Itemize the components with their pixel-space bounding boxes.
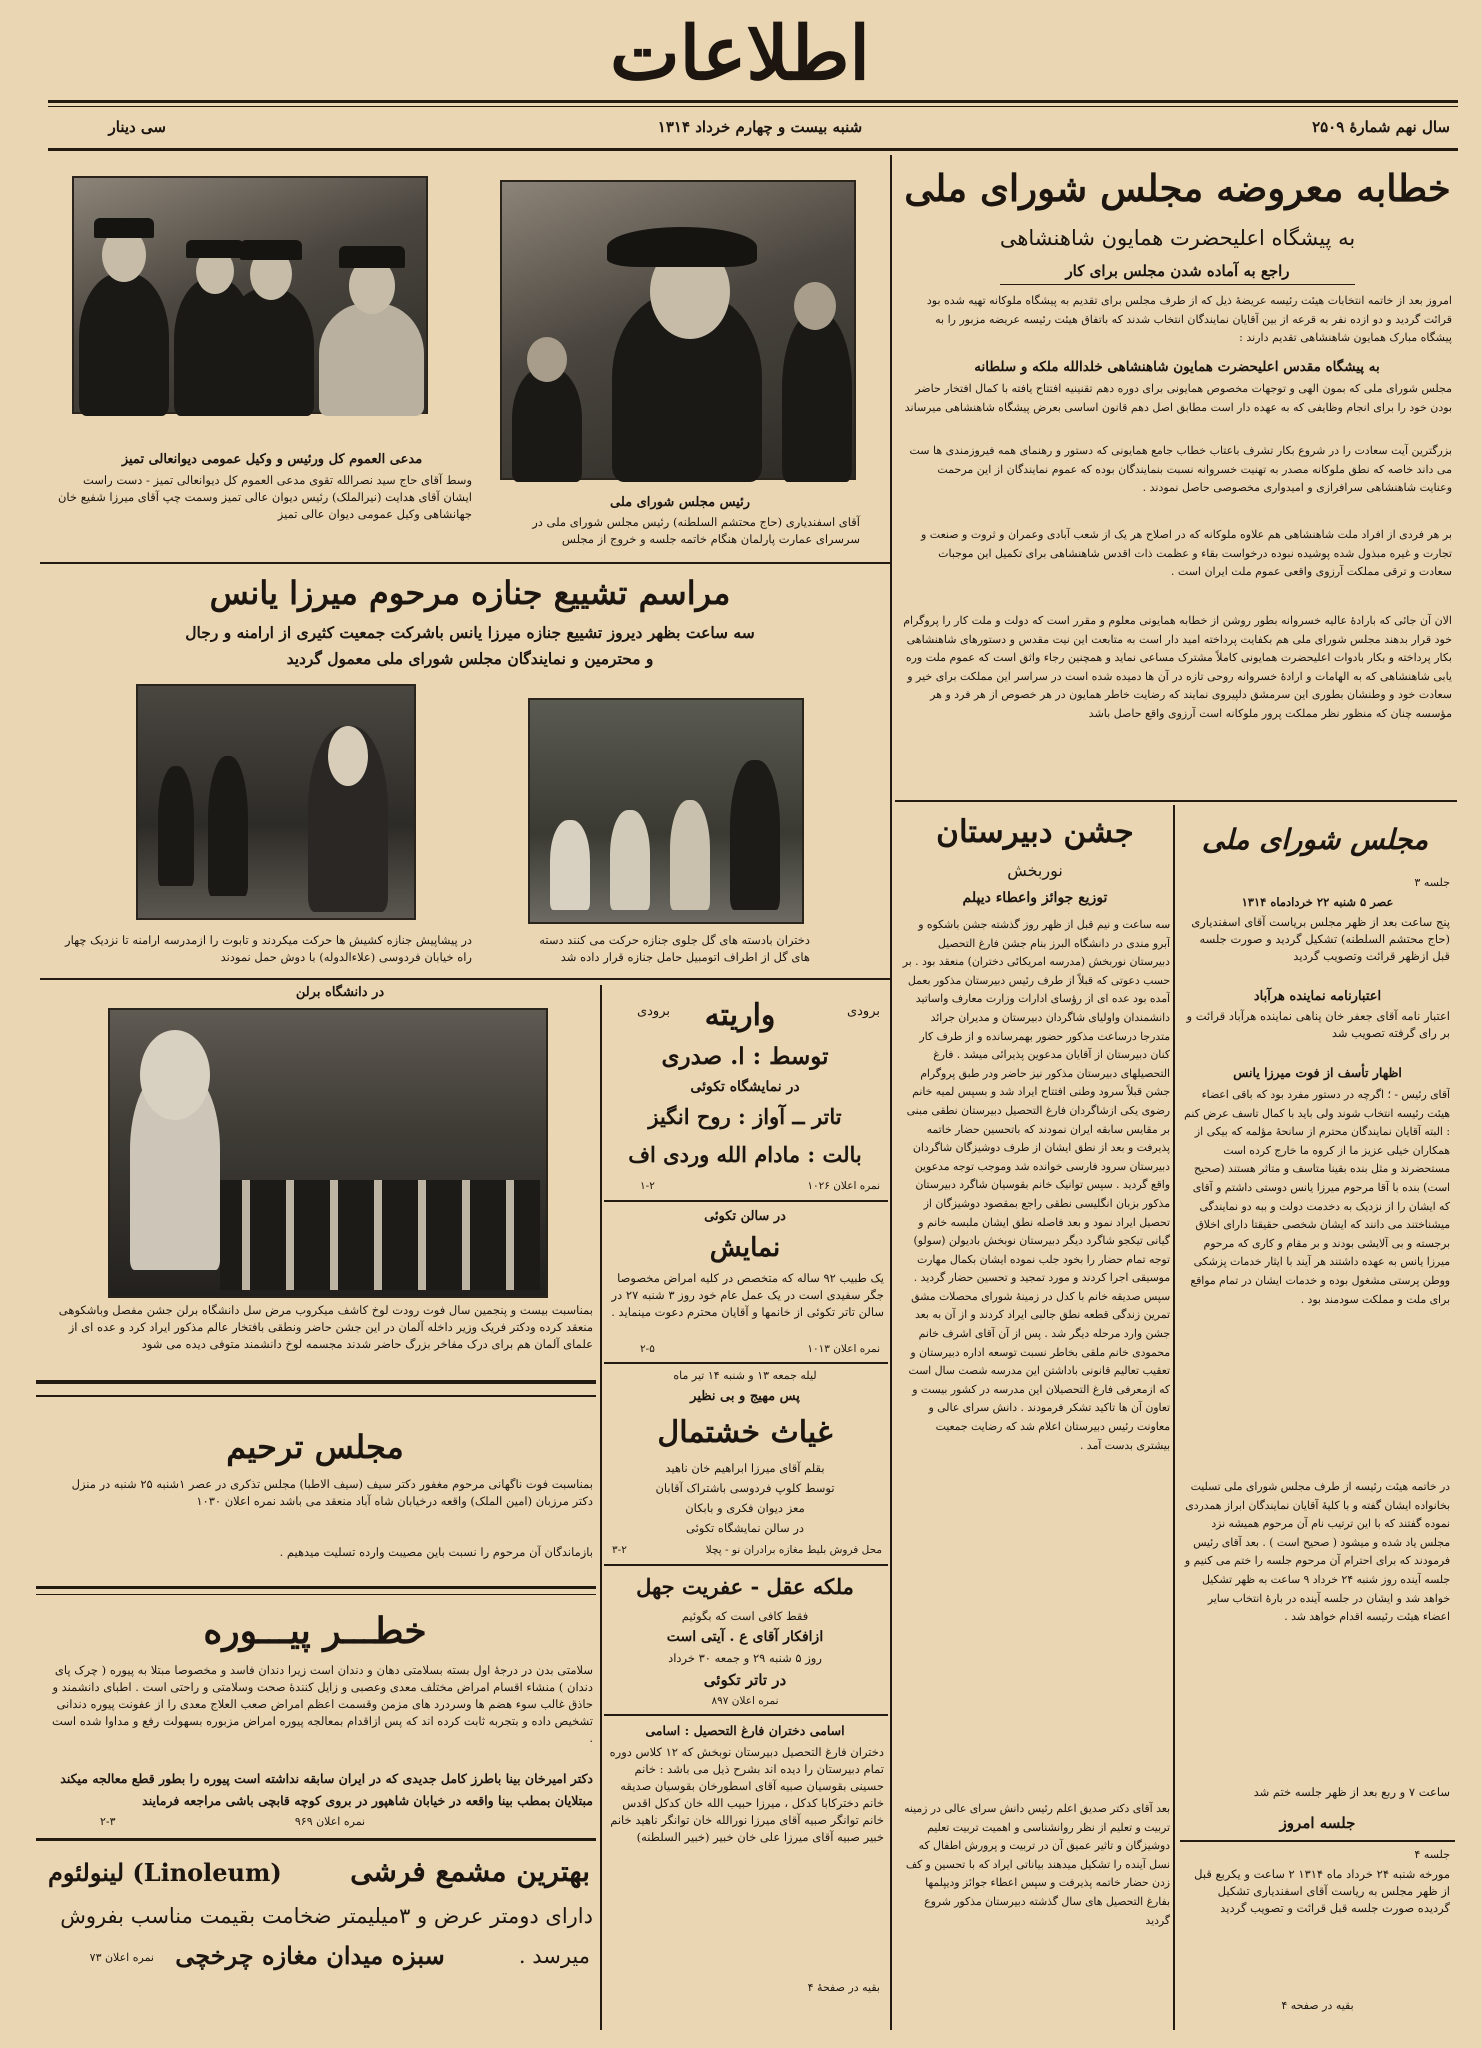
lead-paragraph-2: مجلس شورای ملی که بمون الهی و توجهات مخصوص همایونی برای دوره دهم تقنینیه افتتاح یافته با کمال افتخار حاضر بودن خود را برای انجام وظایفی که به عهده دار است مطابق اصل دهم قانون اساسی بعرض پیشگاه شاهنشاهی میرساند bbox=[904, 382, 1452, 414]
majlis-session-4-rule bbox=[1180, 1840, 1455, 1842]
lead-intro: امروز بعد از خاتمه انتخابات هیئت رئیسه عریضهٔ ذیل که از طرف مجلس برای تقدیم به پیشگاه ملوکانه تهیه شده بود قرائت گردید و دو ازده نفر به قرعه از بین آقایان نمایندگان انتخاب شدند که باتفاق هیئت رئیسه عریضه مزبور را به پیشگاه مبارک همایون شاهنشاهی تقدیم دارند : bbox=[926, 294, 1452, 344]
jashn-subtitle: نوربخش bbox=[1007, 861, 1063, 880]
column-rule-ads bbox=[600, 985, 602, 2030]
namayesh-title: نمایش bbox=[709, 1233, 781, 1263]
varieteh-ad-number: نمره اعلان ۱۰۲۶ bbox=[807, 1180, 880, 1192]
issue-number: سال نهم شمارهٔ ۲۵۰۹ bbox=[1312, 118, 1450, 136]
ghiyas-top-rule bbox=[604, 1362, 888, 1364]
malakeh-top-rule bbox=[604, 1564, 888, 1566]
varieteh-corner-left: برودی bbox=[636, 1004, 670, 1019]
photo-funeral-girls bbox=[528, 698, 804, 924]
lead-tagline: راجع به آماده شدن مجلس برای کار bbox=[1065, 262, 1290, 280]
lead-address: به پیشگاه مقدس اعلیحضرت همایون شاهنشاهی خلدالله ملکه و سلطانه bbox=[974, 359, 1380, 375]
varieteh-ballet: بالت : مادام الله وردی اف bbox=[628, 1142, 862, 1167]
majlis-text-3: در خاتمه هیئت رئیسه از طرف مجلس شورای ملی تسلیت بخانواده ایشان گفته و با کلیهٔ آقایان نمایندگان ابراز همدردی نموده گفتند که با این ترتیب نام آن مرحوم همیشه نزد مجلس یاد شده و میشود ( صحیح است ) . بعد آقای رئیس فرمودند که برای احترام آن مرحوم جلسه را ختم می کنیم و جلسه آینده روز شنبه ۲۴ خرداد ۹ ساعت به ظهر تشکیل خواهد شد و ایشان در جلسه آینده در بارهٔ انتخاب سایر اعضاء هیئت رئیسه اقدام خواهد شد . bbox=[1184, 1480, 1450, 1624]
issue-price: سی دینار bbox=[108, 118, 166, 136]
linoleum-top-rule bbox=[36, 1838, 596, 1841]
majlis-continued: بقیه در صفحه ۴ bbox=[1281, 1999, 1354, 2012]
namayesh-venue: در سالن تکوئی bbox=[704, 1209, 786, 1224]
varieteh-venue: در نمایشگاه تکوئی bbox=[690, 1079, 800, 1095]
photo-funeral-priests bbox=[136, 684, 416, 920]
funeral-subline-1: سه ساعت بظهر دیروز تشییع جنازه میرزا یانس باشرکت جمعیت کثیری از ارامنه و رجال bbox=[185, 623, 755, 642]
photo-berlin-ceremony bbox=[108, 1008, 548, 1298]
malakeh-line-4: در تاتر تکوئی bbox=[703, 1671, 787, 1689]
linoleum-ad-number: نمره اعلان ۷۳ bbox=[89, 1951, 154, 1964]
majlis-credentials-text: اعتبار نامه آقای جعفر خان پناهی نماینده هرآباد قرائت و بر رای گرفته تصویب شد bbox=[1186, 1009, 1450, 1040]
pyorrhea-top-rule bbox=[36, 1586, 596, 1589]
column-rule-majlis bbox=[1173, 805, 1175, 2030]
column-rule-main bbox=[890, 155, 892, 2030]
ghiyas-pre: پس مهیج و بی نظیر bbox=[690, 1389, 800, 1404]
namayesh-top-rule bbox=[604, 1200, 888, 1202]
caption-judiciary-text: وسط آقای حاج سید نصرالله تقوی مدعی العموم کل دیوانعالی تمیز - دست راست ایشان آقای هدایت (نیرالملک) رئیس دیوان عالی تمیز وسمت چپ آقای میرزا شفیع خان جهانشاهی وکیل عمومی دیوان عالی تمیز bbox=[57, 473, 472, 521]
photo-judiciary-officials bbox=[72, 176, 428, 414]
ghiyas-ad-code: ۳-۲ bbox=[612, 1544, 627, 1556]
funeral-caption-priests: در پیشاپیش جنازه کشیش ها حرکت میکردند و تابوت را ازمدرسه ارامنه تا نزدیک چهار راه خیابان فردوسی (علاءالدوله) با دوش حمل نمودند bbox=[65, 933, 472, 964]
berlin-caption: بمناسبت بیست و پنجمین سال فوت رودت لوخ کاشف میکروب مرض سل دانشگاه برلن جشن مفصل وباشکوهی منعقد کرده ودکتر فریک وزیر داخله آلمان در این جشن حاضر ونطقی بافتخار عالم مذکور ایراد کرد و عده ای از علمای آلمان هم برای درک مفاخر بزرگ حاضر شدند مجسمه لوخ دانشمند متوفی دیده می شود bbox=[58, 1303, 593, 1351]
graduates-top-rule bbox=[604, 1714, 888, 1716]
tarhim-top-rule-2 bbox=[36, 1395, 596, 1397]
majlis-session-4: جلسه ۴ bbox=[1414, 1848, 1450, 1861]
namayesh-text: یک طبیب ۹۲ ساله که متخصص در کلیه امراض مخصوصا جگر سفیدی است در یک عمل عام خود روز ۳ شنبه ۲۷ در سالن تاتر تکوئی از خانمها و آقایان محترم دعوت مینماید . bbox=[611, 1271, 884, 1319]
funeral-bottom-rule bbox=[40, 978, 890, 980]
linoleum-brand: (Linoleum) لینولئوم bbox=[48, 1858, 282, 1887]
masthead-rule-thin bbox=[48, 106, 1458, 107]
graduates-title: اسامی دختران فارغ التحصیل : اسامی bbox=[645, 1723, 845, 1738]
malakeh-ad-number: نمره اعلان ۸۹۷ bbox=[711, 1695, 779, 1707]
funeral-subline-2: و محترمین و نمایندگان مجلس شورای ملی معمول گردید bbox=[286, 649, 654, 668]
majlis-title: مجلس شورای ملی bbox=[1201, 823, 1429, 856]
funeral-caption-girls: دختران بادسته های گل جلوی جنازه حرکت می کنند دسته های گل از اطراف اتومبیل حامل جنازه قرار داده شد bbox=[539, 933, 810, 964]
linoleum-line-2: دارای دومتر عرض و ۳میلیمتر ضخامت بقیمت مناسب بفروش bbox=[60, 1904, 593, 1928]
majlis-s3-date: عصر ۵ شنبه ۲۲ خردادماه ۱۳۱۴ bbox=[1241, 895, 1394, 909]
ghiyas-venue: در سالن نمایشگاه تکوئی bbox=[685, 1521, 804, 1535]
varieteh-corner-right: برودی bbox=[846, 1004, 880, 1019]
lead-subhead: به پیشگاه اعلیحضرت همایون شاهنشاهی bbox=[999, 226, 1356, 250]
jashn-title: جشن دبیرستان bbox=[936, 814, 1134, 850]
masthead-title: اطلاعات bbox=[610, 11, 870, 97]
ghiyas-dates: لیله جمعه ۱۳ و شنبه ۱۴ تیر ماه bbox=[673, 1369, 817, 1382]
caption-judiciary-title: مدعی العموم کل ورئیس و وکیل عمومی دیوانعالی تمیز bbox=[121, 452, 423, 467]
tarhim-text: بمناسبت فوت ناگهانی مرحوم مغفور دکتر سیف (سیف الاطبا) مجلس تذکری در عصر ۱شنبه ۲۵ شنبه در منزل دکتر مرزبان (امین الملک) واقعه درخیابان شاه آباد منعقد می باشد نمره اعلان ۱۰۳۰ bbox=[71, 1477, 593, 1508]
tarhim-title: مجلس ترحیم bbox=[226, 1428, 404, 1466]
malakeh-line-1: فقط کافی است که بگوئیم bbox=[681, 1609, 809, 1623]
caption-president-title: رئیس مجلس شورای ملی bbox=[610, 495, 750, 510]
pyorrhea-ad-number: نمره اعلان ۹۶۹ bbox=[294, 1815, 366, 1828]
malakeh-title: ملکه عقل - عفریت جهل bbox=[636, 1574, 854, 1599]
linoleum-line-3: میرسد . bbox=[518, 1944, 590, 1968]
ghiyas-tickets: محل فروش بلیط مغازه برادران نو - پچلا bbox=[705, 1544, 882, 1556]
ghiyas-by: توسط کلوپ فردوسی باشتراک آقابان bbox=[655, 1481, 835, 1495]
pyorrhea-top-rule-2 bbox=[36, 1594, 596, 1595]
varieteh-by: توسط : ا. صدری bbox=[661, 1043, 829, 1070]
lead-tagline-rule bbox=[1000, 284, 1355, 285]
majlis-today-title: جلسه امروز bbox=[1279, 1814, 1356, 1832]
jashn-text: سه ساعت و نیم قبل از ظهر روز گذشته جشن باشکوه و آبرو مندی در دانشگاه البرز بنام جشن فارغ التحصیل دبیرستان نوربخش (مدرسه امریکائی دختران) منعقد بود . بر حسب دعوتی که قبلاً از طرف رئیس دبیرستان مذکور بعمل آمده بود عده ای از رؤسای ادارات وزارت معارف واساتید دانشمندان واولیای شاگردان دبیرستان و مدیران جرائد متدرجا درساعت مذکور حضور بهمرسانده و از طرف کار کنان دبیرستان از آقایان مدعوین پذیرائی میشد . فارغ التحصیلهای دبیرستان مذکور نیز حاضر ودر طبق پروگرام جشن قبلاً سرود وطنی افتتاح ایراد شد و بسپس لمیه خانم رضوی یکی ازشاگردان فارغ التحصیل دبیرستان نطقی مبنی بر مقایس سابقه ایران نمودند که باتحسین حضار خاتمه پذیرفت و بعد از نطق ایشان از طرف دوشیزگان شاگردان دبیرستان سرود فارسی خوانده شد وموجب توجه مدعوین واقع گردید . سپس توانیک خانم بقوسیان شاگرد دبیرستان مذکور بزبان انگلیسی نطقی راجع بمقصود دوشیزگان از تحصیل ایراد نمود و بعد فاصله نطق ایشان ملبسه خانم و گیانی تیکجو شاگرد دیگر دبیرستان نوبخش بادیولن (سولو) توجه تمام حضار را بخود جلب نموده ایشان بکمال مهارت موسیقی اجرا کردند و مورد تمجید و تحسین حضار گردید . سپس صدیقه خانم با کدل در زمینهٔ شورای محصلات مشق تمرین زندگی قطعه نطق جالبی ایراد کردند و از آن به بعد جشن وارد مرحله دیگر شد . پس از آن آقای اشرف خانم محمودی خانم ملقی بخاطر نسبت توسعه اداره دبیرستان و تعقیب تعالیم قانونی باداشتن این مدرسه شصت سال است که ازمعرفی فارغ التحصیلان این مدرسه در کشور بیست و تعاون آن ها تاکید تشکر فرمودند . دانش سرای عالی و معاونت رئیس دبیرستان اعلام شد که رضایت جمعیت بیشتری بدست آمد . bbox=[902, 918, 1170, 1452]
pyorrhea-doctor: دکتر امیرخان بینا باطرز کامل جدیدی که در ایران سابقه نداشته است پیوره را بطور قطع معالجه میکند bbox=[60, 1771, 593, 1786]
ghiyas-cast: معز دیوان فکری و بابکان bbox=[685, 1501, 805, 1515]
majlis-closing: ساعت ۷ و ربع بعد از ظهر جلسه ختم شد bbox=[1253, 1785, 1450, 1799]
pyorrhea-title: خطـــر پیـــوره bbox=[203, 1610, 427, 1652]
graduates-continued: بقیه در صفحهٔ ۴ bbox=[807, 1981, 880, 1994]
majlis-yanes-title: اظهار تأسف از فوت میرزا یانس bbox=[1233, 1065, 1402, 1080]
berlin-title: در دانشگاه برلن bbox=[295, 985, 385, 1000]
caption-president-text: آقای اسفندیاری (حاج محتشم السلطنه) رئیس مجلس شورای ملی در سرسرای عمارت پارلمان هنگام خاتمه جلسه و خروج از مجلس bbox=[532, 515, 860, 546]
graduates-text: دختران فارغ التحصیل دبیرستان نوبخش که ۱۲ کلاس دوره تمام دبیرستان را دیده اند بشرح ذیل می باشد : خانم حسینی بقوسیان صبیه آقای اسطورخان بقوسیان صدیقه خانم دخترکابا کدکل ، میرزا حبیب الله خان کدکل اقدس خانم توانگر صبیه آقای میرزا نورالله خان توانگر ناهید خانم خبیر صبیه آقای میرزا علی خان خبیر (خبیر السلطنه) bbox=[609, 1745, 884, 1844]
masthead-rule-top bbox=[48, 100, 1458, 103]
majlis-s3-text: پنج ساعت بعد از ظهر مجلس بریاست آقای اسفندیاری (حاج محتشم السلطنه) تشکیل گردید و صورت جلسه قبل ازظهر قرائت وتصویب گردید bbox=[1191, 915, 1450, 963]
lead-bottom-rule bbox=[895, 800, 1457, 802]
pyorrhea-ad-code: ۲-۳ bbox=[100, 1815, 116, 1828]
pyorrhea-text: سلامتی بدن در درجهٔ اول بسته بسلامتی دهان و دندان است زیرا دندان فاسد و مخصوصا مبتلا به پیوره ( چرک پای دندان ) منشاء اقسام امراض مختلف معدی وعصبی و زایل کنندهٔ صحت وسلامتی و راحتی است . اطبای دانشمند و حاذق غالب سوء هضم ها وسردرد های مزمن وقسمت اعظم امراض صعب العلاج معدی را از عفونت پیوره دندانی تشخیص داده و بتجربه ثابت کرده اند که پس ازاقدام بمعالجه پیوره امراض مزبوره بسهولت رفع و مداوا شده است . bbox=[52, 1663, 593, 1745]
malakeh-line-3: روز ۵ شنبه ۲۹ و جمعه ۳۰ خرداد bbox=[668, 1651, 822, 1665]
tarhim-condolence: بازماندگان آن مرحوم را نسبت باین مصیبت وارده تسلیت میدهیم . bbox=[279, 1545, 593, 1559]
lead-paragraph-4: بر هر فردی از افراد ملت شاهنشاهی هم علاوه ملوکانه که در اصلاح هر یک از شعب آبادی وعمران و ثروت و صنعت و تجارت و غیره مبذول شده پوشیده نبوده درخواست بقاء و عظمت ذات اقدس شاهنشاهی برای تکمیل این موجبات سعادت و ترقی مملکت آرزوی واقعی عموم ملت ایران است . bbox=[920, 528, 1452, 578]
lead-paragraph-5: الان آن جائی که بارادهٔ عالیه خسروانه بطور روشن از خطابه همایونی معلوم و مقرر است که دولت و ملت کار را پروگرام خود قرار بدهند مجلس شورای ملی هم بکفایت پرداخته امید دار است به متابعت این نیت مقدس و دستورهای شاهنشاهی بکار پرداخته و بکار بادوات اعلیحضرت همایونی کاملاً مشترک مساعی نماید و همچنین رجاء واثق است که عموم ملت وره یابی شاهنشاهی که به الهامات و ارادهٔ خسروانه روحی تازه در آن ها دمیده شده است در سراسر این مملکت برای خیر و سعادت خود و وطنشان بطوری این سرمشق دلپیروی نمایند که رضایت خاطر همایون در هر خصوص از هر فرد و هر مؤسسه چنان که منظور نظر مملکت پرور ملوکانه است آرزوی واقع حاصل باشد bbox=[903, 614, 1452, 720]
varieteh-title: واریته bbox=[704, 998, 776, 1033]
majlis-yanes-text: آقای رئیس - ؛ اگرچه در دستور مفرد بود که باقی اعضاء هیئت رئیسه انتخاب شوند ولی باید با کمال تاسف عرض کنم : البته آقایان نمایندگان محترم از سانحهٔ مؤلمه که بیکی از همکاران خیلی عزیز ما از کروه ما خارج کرده است مستحضرند و مثل بنده بقینا متاسف و متاثر هستند (صحیح است) بنده با آقا مرحوم میرزا یانس دوستی داشتم و آقای که ایشان را از نزدیک به دخدمت دولت و ببه دو نمایندگی میشناختند می دانند که ایشان شخصی حقیقتا دارای اخلاق برجسته و بی آلایشی بودند و بر مقام و کاری که مرحوم میرزا یانس به عهده داشتند هر آیند با ایثار خدمات پزشکی ووطن پرستی مشغول بوده و خدمات ایشان در تمام مواقع برای ملت و مملکت سودمند بود . bbox=[1184, 1088, 1450, 1306]
lead-headline: خطابه معروضه مجلس شورای ملی bbox=[904, 166, 1451, 210]
masthead-rule-bottom bbox=[48, 148, 1458, 151]
linoleum-title: بهترین مشمع فرشی bbox=[350, 1855, 590, 1888]
ghiyas-author: بقلم آقای میرزا ابراهیم خان ناهید bbox=[665, 1461, 825, 1475]
majlis-session-3: جلسه ۳ bbox=[1414, 876, 1450, 889]
majlis-s4-text: مورخه شنبه ۲۴ خرداد ماه ۱۳۱۴ ۲ ساعت و یکربع قبل از ظهر مجلس به ریاست آقای اسفندیاری تشکیل گردیده صورت جلسه قبل قرائت و تصویب گردید bbox=[1194, 1867, 1450, 1915]
majlis-credentials-title: اعتبارنامه نماینده هرآباد bbox=[1253, 989, 1382, 1004]
varieteh-theatre: تاتر ــ آواز : روح انگیز bbox=[648, 1104, 842, 1129]
ghiyas-title: غیاث خشتمال bbox=[657, 1415, 833, 1450]
malakeh-line-2: ازافکار آقای ع . آیتی است bbox=[666, 1629, 824, 1645]
namayesh-ad-number: نمره اعلان ۱۰۱۳ bbox=[807, 1343, 880, 1355]
funeral-headline: مراسم تشییع جنازه مرحوم میرزا یانس bbox=[209, 574, 731, 612]
jashn-tagline: توزیع جوائز واعطاء دیپلم bbox=[962, 890, 1108, 906]
linoleum-shop: سبزه میدان مغازه چرخچی bbox=[175, 1941, 445, 1970]
jashn-text-2: بعد آقای دکتر صدیق اعلم رئیس دانش سرای عالی در زمینه تربیت و تعلیم از نظر روانشناسی و اهمیت تربیت تعلیم دوشیزگان و تاثیر عمیق آن در تربیت و پرورش اطفال که نسل آینده را تشکیل میدهند بیاناتی ایراد که با تحسین و کف زدن حضار خاتمه پذیرفت و سپس اعطاء جوائز ودیپلمها بفارغ التحصیل های سال گذشته دبیرستان مذکور شروع گردید bbox=[904, 1802, 1170, 1927]
pyorrhea-clinic: مبتلایان بمطب بینا واقعه در خیابان شاهپور در بروی کوچه قابچی باشی مراجعه فرمایند bbox=[142, 1793, 593, 1808]
issue-date: شنبه بیست و چهارم خرداد ۱۳۱۴ bbox=[657, 118, 863, 136]
tarhim-top-rule bbox=[36, 1380, 596, 1384]
lead-paragraph-3: بزرگترین آیت سعادت را در شروع بکار تشرف باعتاب خطاب جامع همایونی که دستور و رهنمای همه فیروزمندی ها ست می داند خاصه که نطق ملوکانه مصدر به تهنیت خسروانه نسبت بنمایندگان بوده که عموم نمایندگان از این مرحمت وعنایت شاهنشاهی سرافرازی و امیدواری مخصوصی حاصل نمودند . bbox=[909, 444, 1452, 494]
namayesh-ad-code: ۲-۵ bbox=[640, 1343, 655, 1355]
photo-majlis-president bbox=[500, 180, 856, 480]
varieteh-ad-code: ۱-۲ bbox=[640, 1180, 655, 1192]
funeral-top-rule bbox=[40, 562, 890, 564]
